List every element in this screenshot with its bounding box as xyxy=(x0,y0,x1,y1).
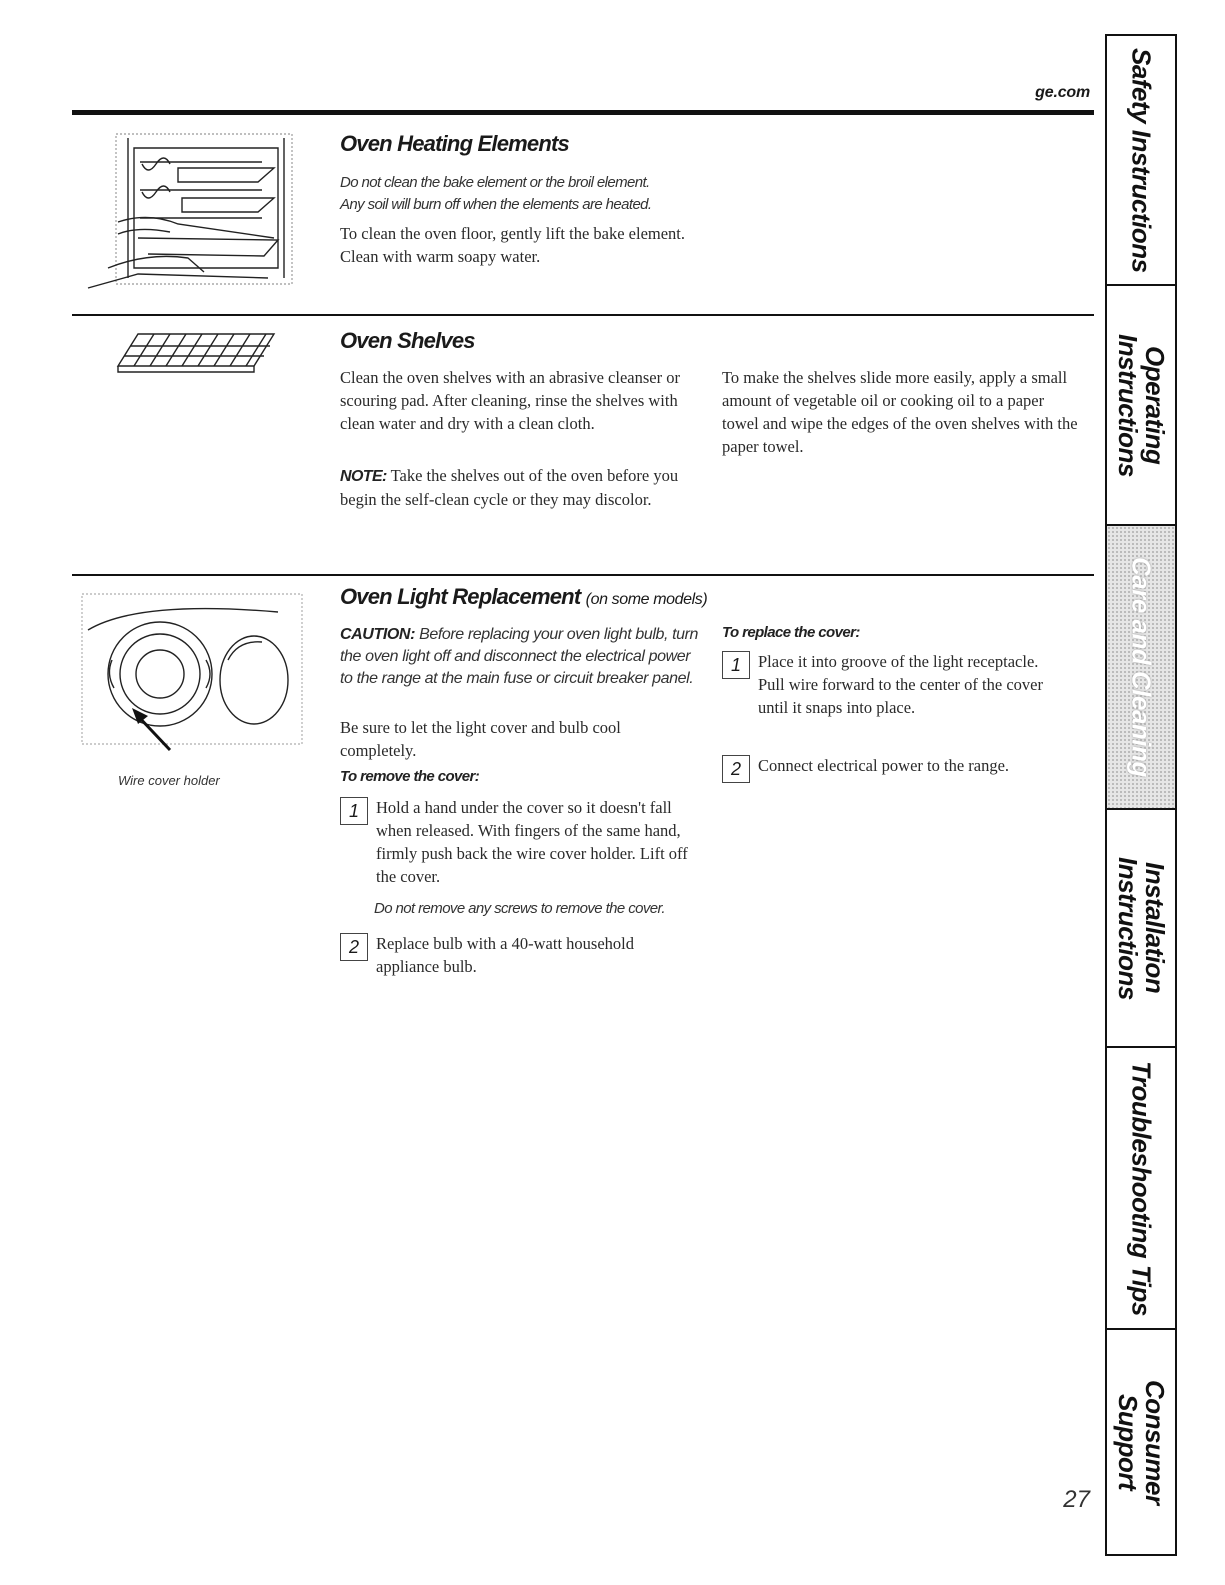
shelves-note-text: Take the shelves out of the oven before you begin the self-clean cycle or they may discolor. xyxy=(340,466,679,509)
side-tab-strip xyxy=(1105,34,1177,1556)
shelves-note-label: NOTE: xyxy=(340,468,387,485)
replace-step-1 xyxy=(722,650,1062,719)
tab-operating-instructions[interactable] xyxy=(1107,286,1175,526)
heating-title: Oven Heating Elements xyxy=(340,131,569,156)
light-caution-text: Before replacing your oven light bulb, turn the oven light off and disconnect the electrical power to the range at the main fuse or circuit breaker panel. xyxy=(340,626,699,687)
remove-step-1 xyxy=(340,796,700,888)
oven-light-illustration xyxy=(78,590,306,770)
remove-cover-title: To remove the cover: xyxy=(340,768,480,785)
remove-step-1-text: Hold a hand under the cover so it doesn't fall when released. With fingers of the same hand, firmly push back the wire cover holder. Lift off the cover. xyxy=(376,798,688,886)
tab-consumer-support[interactable] xyxy=(1107,1330,1175,1554)
shelves-note xyxy=(340,464,680,511)
light-caution xyxy=(340,624,700,690)
light-caution-label: CAUTION: xyxy=(340,626,416,643)
oven-shelf-illustration xyxy=(78,326,300,376)
light-cool-text: Be sure to let the light cover and bulb cool completely. xyxy=(340,718,621,760)
light-title xyxy=(340,584,707,610)
heating-note-line1: Do not clean the bake element or the broil element. xyxy=(340,174,650,191)
tab-installation-instructions[interactable] xyxy=(1107,810,1175,1048)
tab-safety-instructions-label: Safety Instructions xyxy=(1126,47,1157,273)
remove-step-2-number: 2 xyxy=(340,933,368,961)
shelves-title: Oven Shelves xyxy=(340,328,475,353)
tab-operating-instructions-label: Operating Instructions xyxy=(1113,333,1170,477)
heating-body: To clean the oven floor, gently lift the bake element. Clean with warm soapy water. xyxy=(340,224,686,266)
remove-step-1-number: 1 xyxy=(340,797,368,825)
shelves-body-left: Clean the oven shelves with an abrasive cleanser or scouring pad. After cleaning, rinse the shelves with clean water and dry with a clean cloth. xyxy=(340,368,680,433)
tab-safety-instructions[interactable] xyxy=(1107,36,1175,286)
replace-step-1-number: 1 xyxy=(722,651,750,679)
replace-step-2-text: Connect electrical power to the range. xyxy=(758,756,1010,775)
tab-installation-instructions-label: Installation Instructions xyxy=(1113,856,1170,1000)
tab-troubleshooting-tips-label: Troubleshooting Tips xyxy=(1126,1060,1157,1316)
section-divider-1 xyxy=(72,314,1094,316)
replace-cover-title: To replace the cover: xyxy=(722,624,860,641)
tab-care-and-cleaning[interactable] xyxy=(1107,526,1175,810)
remove-note: Do not remove any screws to remove the cover. xyxy=(374,900,665,917)
heating-note xyxy=(340,172,760,216)
wire-cover-holder-caption: Wire cover holder xyxy=(118,773,220,788)
light-title-sub: (on some models) xyxy=(585,591,708,608)
oven-heating-element-illustration xyxy=(78,128,300,294)
heating-note-line2: Any soil will burn off when the elements are heated. xyxy=(340,196,652,213)
tab-troubleshooting-tips[interactable] xyxy=(1107,1048,1175,1330)
shelves-body-right: To make the shelves slide more easily, apply a small amount of vegetable oil or cooking oil to a paper towel and wipe the edges of the oven shelves with the paper towel. xyxy=(722,368,1078,456)
replace-step-2-number: 2 xyxy=(722,755,750,783)
header-rule xyxy=(72,110,1094,115)
replace-step-1-text: Place it into groove of the light receptacle. Pull wire forward to the center of the cover until it snaps into place. xyxy=(758,652,1043,717)
site-url: ge.com xyxy=(1035,84,1090,101)
remove-step-2 xyxy=(340,932,700,978)
light-title-main: Oven Light Replacement xyxy=(340,584,581,609)
remove-step-2-text: Replace bulb with a 40-watt household appliance bulb. xyxy=(376,934,634,976)
tab-consumer-support-label: Consumer Support xyxy=(1113,1379,1170,1505)
replace-step-2 xyxy=(722,754,1082,783)
tab-care-and-cleaning-label: Care and Cleaning xyxy=(1126,557,1157,777)
page-number: 27 xyxy=(1063,1486,1090,1513)
section-divider-2 xyxy=(72,574,1094,576)
